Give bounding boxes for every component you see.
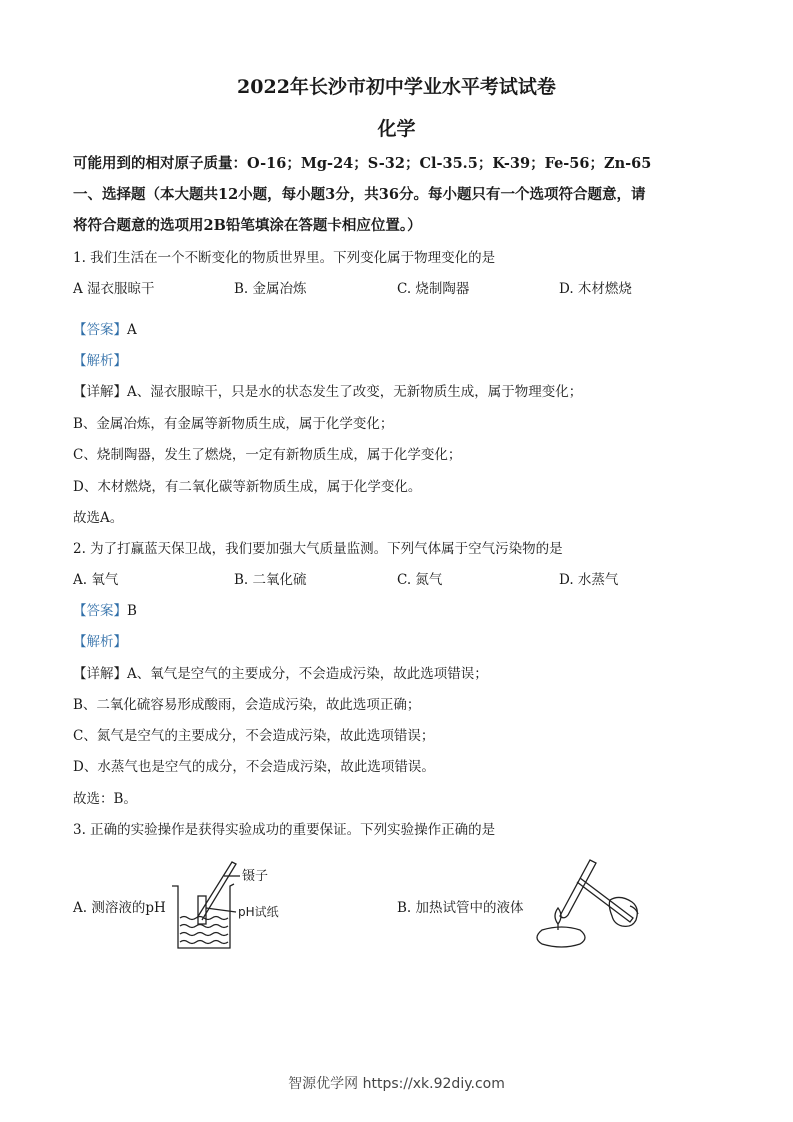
q2-answer: B bbox=[127, 603, 137, 619]
q1-option-d: D. 木材燃烧 bbox=[559, 281, 632, 297]
q2-detail-line bbox=[73, 662, 488, 682]
q2-conclusion: 故选：B。 bbox=[73, 791, 137, 807]
tweezers-label: 镊子 bbox=[242, 869, 269, 884]
q1-option-b: B. 金属冶炼 bbox=[234, 281, 307, 297]
q2-option-c: C. 氮气 bbox=[397, 572, 443, 588]
q2-analysis-label: 【解析】 bbox=[73, 634, 127, 650]
beaker-outline bbox=[172, 884, 234, 948]
footer-watermark: 智源优学网 https://xk.92diy.com bbox=[288, 1076, 505, 1092]
q2-detail-2: C、氮气是空气的主要成分，不会造成污染，故此选项错误； bbox=[73, 728, 435, 744]
detail-label: 【详解】 bbox=[73, 666, 127, 682]
test-tube-icon bbox=[560, 860, 596, 918]
q1-detail-0: A、湿衣服晾干，只是水的状态发生了改变，无新物质生成，属于物理变化； bbox=[127, 384, 583, 400]
q1-option-c: C. 烧制陶器 bbox=[397, 281, 470, 297]
q1-conclusion: 故选A。 bbox=[73, 510, 124, 526]
ph-paper-label: pH试纸 bbox=[238, 905, 279, 919]
ph-measurement-figure bbox=[168, 858, 318, 953]
atomic-masses: 可能用到的相对原子质量：O-16；Mg-24；S-32；Cl-35.5；K-39；Fe-56；Zn-65 bbox=[73, 155, 652, 172]
tube-holder-icon bbox=[577, 878, 633, 922]
page-subtitle: 化学 bbox=[377, 118, 416, 140]
q2-option-d: D. 水蒸气 bbox=[559, 572, 619, 588]
heating-test-tube-figure bbox=[522, 852, 652, 952]
section-header-line2: 将符合题意的选项用2B铅笔填涂在答题卡相应位置。） bbox=[73, 217, 422, 234]
q1-option-a: A 湿衣服晾干 bbox=[73, 281, 155, 297]
q3-option-a: A. 测溶液的pH bbox=[73, 900, 166, 916]
q2-answer-line bbox=[73, 599, 137, 619]
answer-label: 【答案】 bbox=[73, 322, 127, 338]
answer-label: 【答案】 bbox=[73, 603, 127, 619]
q1-answer-line bbox=[73, 318, 137, 338]
q1-stem: 1. 我们生活在一个不断变化的物质世界里。下列变化属于物理变化的是 bbox=[73, 250, 496, 266]
q2-option-a: A. 氧气 bbox=[73, 572, 119, 588]
hand-icon bbox=[609, 897, 637, 926]
q2-detail-0: A、氧气是空气的主要成分，不会造成污染，故此选项错误； bbox=[127, 666, 488, 682]
alcohol-lamp-icon bbox=[537, 927, 585, 947]
page-title: 2022年长沙市初中学业水平考试试卷 bbox=[237, 76, 556, 98]
q3-option-b: B. 加热试管中的液体 bbox=[397, 900, 524, 916]
detail-label: 【详解】 bbox=[73, 384, 127, 400]
q1-analysis-label: 【解析】 bbox=[73, 353, 127, 369]
section-header-line1: 一、选择题（本大题共12小题，每小题3分，共36分。每小题只有一个选项符合题意，请 bbox=[73, 186, 646, 203]
q1-answer: A bbox=[127, 322, 137, 338]
q1-detail-1: B、金属冶炼，有金属等新物质生成，属于化学变化； bbox=[73, 416, 394, 432]
q1-detail-3: D、木材燃烧，有二氧化碳等新物质生成，属于化学变化。 bbox=[73, 479, 422, 495]
q1-detail-2: C、烧制陶器，发生了燃烧，一定有新物质生成，属于化学变化； bbox=[73, 447, 462, 463]
q2-option-b: B. 二氧化硫 bbox=[234, 572, 307, 588]
q2-stem: 2. 为了打赢蓝天保卫战，我们要加强大气质量监测。下列气体属于空气污染物的是 bbox=[73, 541, 563, 557]
q3-stem: 3. 正确的实验操作是获得实验成功的重要保证。下列实验操作正确的是 bbox=[73, 822, 496, 838]
q2-detail-1: B、二氧化硫容易形成酸雨，会造成污染，故此选项正确； bbox=[73, 697, 421, 713]
q2-detail-3: D、水蒸气也是空气的成分，不会造成污染，故此选项错误。 bbox=[73, 759, 435, 775]
q1-detail-line bbox=[73, 380, 582, 400]
